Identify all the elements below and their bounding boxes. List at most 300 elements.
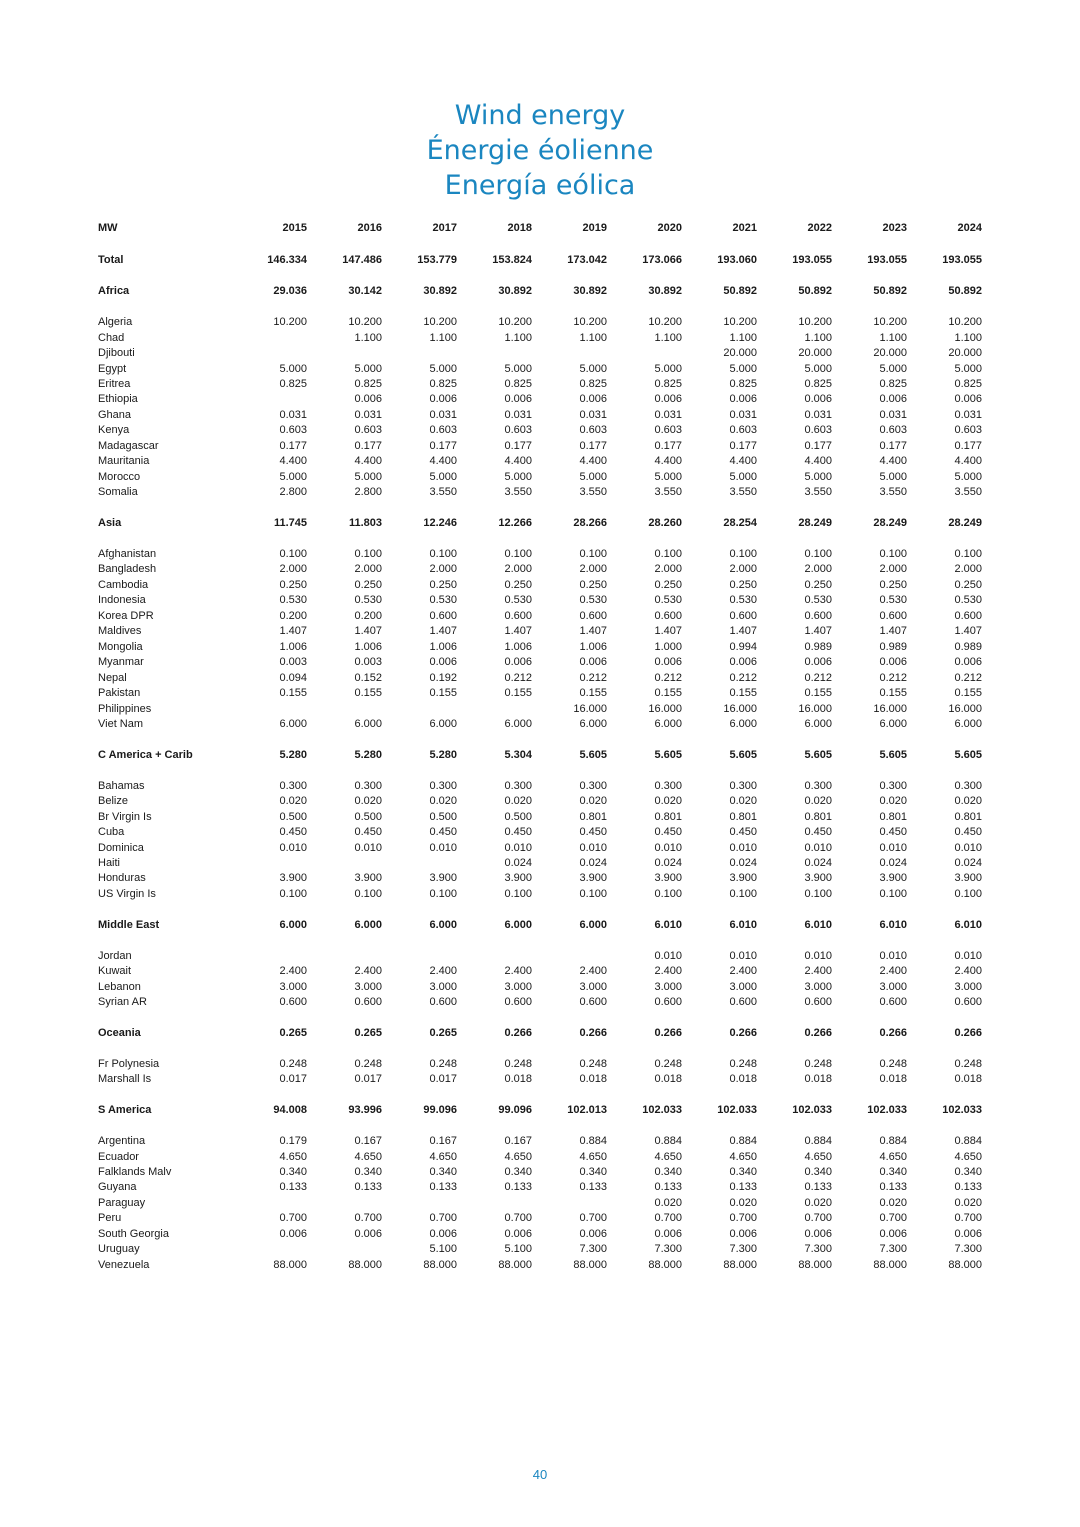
table-row	[98, 1150, 982, 1165]
value-cell: 2.400	[504, 965, 532, 978]
row-label: Mauritania	[98, 455, 150, 468]
value-cell: 0.300	[429, 779, 457, 792]
value-cell: 7.300	[729, 1243, 757, 1256]
value-cell: 0.020	[354, 795, 382, 808]
value-cell: 0.340	[279, 1165, 307, 1178]
value-cell: 1.100	[654, 331, 682, 344]
value-cell: 0.177	[354, 439, 382, 452]
value-cell: 7.300	[579, 1243, 607, 1256]
value-cell: 0.006	[504, 1227, 532, 1240]
value-cell	[307, 856, 382, 871]
table-row	[98, 1072, 982, 1087]
value-cell: 20.000	[948, 347, 982, 360]
row-label: Egypt	[98, 362, 127, 375]
value-cell: 0.603	[354, 424, 382, 437]
table-row	[98, 609, 982, 624]
value-cell: 2.000	[879, 563, 907, 576]
table-row	[98, 949, 982, 964]
spacer-cell	[98, 933, 982, 948]
spacer-cell	[98, 1011, 982, 1026]
value-cell: 102.033	[642, 1104, 682, 1117]
value-cell: 0.155	[579, 687, 607, 700]
spacer-cell	[98, 1088, 982, 1103]
value-cell: 0.006	[879, 656, 907, 669]
value-cell: 3.000	[354, 980, 382, 993]
spacer-cell	[98, 238, 982, 253]
value-cell: 0.024	[729, 857, 757, 870]
value-cell: 5.280	[279, 748, 307, 761]
value-cell: 0.500	[279, 810, 307, 823]
value-cell: 0.020	[729, 795, 757, 808]
value-cell: 3.550	[429, 486, 457, 499]
value-cell: 0.133	[354, 1181, 382, 1194]
row-label: Asia	[98, 517, 122, 530]
row-label: Algeria	[98, 316, 133, 329]
value-cell: 1.407	[954, 625, 982, 638]
value-cell: 6.000	[279, 918, 307, 931]
value-cell: 0.212	[954, 671, 982, 684]
table-row	[98, 671, 982, 686]
value-cell: 2.400	[579, 965, 607, 978]
region-row	[98, 918, 982, 933]
value-cell: 10.200	[423, 316, 457, 329]
value-cell: 2.000	[354, 563, 382, 576]
value-cell	[607, 346, 682, 361]
value-cell: 5.280	[354, 748, 382, 761]
spacer-row	[98, 763, 982, 778]
value-cell: 0.700	[879, 1212, 907, 1225]
value-cell: 0.600	[579, 609, 607, 622]
value-cell: 93.996	[348, 1104, 382, 1117]
value-cell: 16.000	[873, 702, 907, 715]
value-cell: 0.017	[429, 1073, 457, 1086]
value-cell: 0.600	[804, 996, 832, 1009]
value-cell: 6.000	[879, 717, 907, 730]
value-cell: 0.530	[729, 594, 757, 607]
value-cell: 0.155	[429, 687, 457, 700]
value-cell: 0.250	[504, 578, 532, 591]
value-cell: 0.177	[279, 439, 307, 452]
value-cell	[307, 1242, 382, 1257]
value-cell: 4.650	[354, 1150, 382, 1163]
value-cell: 5.304	[504, 748, 532, 761]
value-cell: 5.000	[429, 470, 457, 483]
value-cell: 10.200	[873, 316, 907, 329]
row-label: US Virgin Is	[98, 887, 156, 900]
value-cell: 0.340	[654, 1165, 682, 1178]
value-cell: 0.300	[804, 779, 832, 792]
value-cell: 2.000	[579, 563, 607, 576]
value-cell: 0.006	[354, 1227, 382, 1240]
value-cell: 0.300	[729, 779, 757, 792]
value-cell: 0.020	[729, 1196, 757, 1209]
value-cell: 193.055	[867, 254, 907, 267]
value-cell: 0.100	[879, 547, 907, 560]
value-cell	[457, 702, 532, 717]
value-cell: 0.700	[279, 1212, 307, 1225]
table-row	[98, 640, 982, 655]
value-cell: 0.248	[579, 1057, 607, 1070]
value-cell: 0.100	[654, 887, 682, 900]
value-cell: 28.254	[723, 517, 757, 530]
value-cell: 0.100	[279, 887, 307, 900]
value-cell: 0.450	[654, 826, 682, 839]
value-cell: 3.000	[804, 980, 832, 993]
value-cell: 0.018	[804, 1073, 832, 1086]
spacer-row	[98, 902, 982, 917]
value-cell: 0.010	[279, 841, 307, 854]
value-cell: 0.100	[729, 547, 757, 560]
value-cell	[232, 949, 307, 964]
value-cell: 0.248	[804, 1057, 832, 1070]
table-row	[98, 593, 982, 608]
value-cell: 3.900	[354, 872, 382, 885]
value-cell: 193.055	[792, 254, 832, 267]
value-cell	[232, 702, 307, 717]
row-label: Viet Nam	[98, 717, 144, 730]
value-cell: 0.300	[879, 779, 907, 792]
row-label: Korea DPR	[98, 609, 154, 622]
value-cell: 3.550	[654, 486, 682, 499]
value-cell: 20.000	[798, 347, 832, 360]
value-cell: 88.000	[573, 1258, 607, 1271]
value-cell: 0.177	[654, 439, 682, 452]
value-cell: 5.000	[279, 470, 307, 483]
value-cell: 0.031	[729, 408, 757, 421]
value-cell: 0.018	[579, 1073, 607, 1086]
value-cell: 0.200	[279, 609, 307, 622]
value-cell: 102.033	[942, 1104, 982, 1117]
value-cell: 2.400	[954, 965, 982, 978]
value-cell: 2.800	[354, 486, 382, 499]
value-cell: 1.407	[579, 625, 607, 638]
value-cell: 0.018	[879, 1073, 907, 1086]
table-row	[98, 794, 982, 809]
value-cell: 0.600	[504, 996, 532, 1009]
value-cell: 0.155	[954, 687, 982, 700]
value-cell: 0.250	[429, 578, 457, 591]
value-cell: 30.142	[348, 285, 382, 298]
year-header: 2024	[957, 222, 982, 234]
value-cell: 0.250	[729, 578, 757, 591]
value-cell: 102.033	[792, 1104, 832, 1117]
value-cell: 6.000	[504, 918, 532, 931]
row-label: Dominica	[98, 841, 144, 854]
value-cell: 10.200	[798, 316, 832, 329]
value-cell: 3.900	[654, 872, 682, 885]
value-cell: 0.006	[729, 393, 757, 406]
value-cell: 0.300	[954, 779, 982, 792]
value-cell: 0.250	[579, 578, 607, 591]
value-cell: 0.100	[504, 547, 532, 560]
value-cell: 1.407	[504, 625, 532, 638]
region-row	[98, 1103, 982, 1118]
value-cell: 10.200	[348, 316, 382, 329]
value-cell: 5.000	[279, 362, 307, 375]
value-cell: 0.020	[654, 1196, 682, 1209]
value-cell: 30.892	[423, 285, 457, 298]
value-cell: 5.100	[429, 1243, 457, 1256]
row-label: Morocco	[98, 470, 141, 483]
value-cell: 0.248	[279, 1057, 307, 1070]
value-cell: 0.600	[354, 996, 382, 1009]
table-row	[98, 1196, 982, 1211]
value-cell: 0.020	[879, 1196, 907, 1209]
value-cell: 0.094	[279, 671, 307, 684]
value-cell: 0.450	[354, 826, 382, 839]
value-cell: 0.133	[729, 1181, 757, 1194]
value-cell: 6.000	[504, 717, 532, 730]
value-cell: 6.000	[429, 717, 457, 730]
value-cell: 3.550	[504, 486, 532, 499]
title-spanish: Energía eólica	[444, 170, 636, 201]
value-cell	[307, 702, 382, 717]
row-label: Falklands Malv	[98, 1165, 172, 1178]
value-cell: 0.017	[354, 1073, 382, 1086]
value-cell: 0.133	[579, 1181, 607, 1194]
value-cell: 6.010	[729, 918, 757, 931]
value-cell: 1.407	[429, 625, 457, 638]
value-cell: 0.825	[804, 378, 832, 391]
value-cell: 0.006	[729, 1227, 757, 1240]
value-cell: 0.024	[954, 857, 982, 870]
table-row	[98, 995, 982, 1010]
spacer-row	[98, 1041, 982, 1056]
value-cell: 0.450	[879, 826, 907, 839]
value-cell	[232, 331, 307, 346]
value-cell: 173.042	[567, 254, 607, 267]
value-cell: 0.825	[279, 378, 307, 391]
value-cell: 0.450	[279, 826, 307, 839]
value-cell: 0.006	[654, 656, 682, 669]
table-row	[98, 362, 982, 377]
value-cell: 0.801	[804, 810, 832, 823]
value-cell: 0.500	[504, 810, 532, 823]
value-cell: 0.600	[954, 996, 982, 1009]
value-cell: 30.892	[573, 285, 607, 298]
spacer-cell	[98, 1119, 982, 1134]
row-label: Nepal	[98, 671, 127, 684]
value-cell: 0.825	[504, 378, 532, 391]
value-cell: 1.407	[879, 625, 907, 638]
value-cell: 0.155	[804, 687, 832, 700]
value-cell: 0.801	[954, 810, 982, 823]
value-cell: 5.000	[654, 362, 682, 375]
value-cell: 5.000	[804, 362, 832, 375]
value-cell: 0.825	[579, 378, 607, 391]
value-cell: 5.605	[954, 748, 982, 761]
value-cell: 4.650	[729, 1150, 757, 1163]
value-cell: 0.603	[429, 424, 457, 437]
row-label: Madagascar	[98, 439, 159, 452]
spacer-cell	[98, 269, 982, 284]
value-cell: 29.036	[273, 285, 307, 298]
value-cell: 0.006	[429, 1227, 457, 1240]
value-cell: 0.530	[879, 594, 907, 607]
value-cell: 0.006	[954, 393, 982, 406]
table-row	[98, 547, 982, 562]
value-cell: 3.900	[729, 872, 757, 885]
table-header-row	[98, 218, 982, 238]
year-header: 2018	[507, 222, 532, 234]
value-cell: 0.603	[879, 424, 907, 437]
value-cell: 1.407	[804, 625, 832, 638]
value-cell: 10.200	[723, 316, 757, 329]
value-cell: 3.900	[579, 872, 607, 885]
value-cell	[232, 392, 307, 407]
value-cell: 6.000	[654, 717, 682, 730]
value-cell: 5.000	[579, 362, 607, 375]
value-cell: 10.200	[273, 316, 307, 329]
title-french: Énergie éolienne	[426, 135, 654, 166]
table-row	[98, 1227, 982, 1242]
value-cell: 102.013	[567, 1104, 607, 1117]
value-cell: 0.600	[279, 996, 307, 1009]
value-cell: 1.006	[429, 640, 457, 653]
value-cell: 0.006	[504, 656, 532, 669]
value-cell: 5.000	[354, 362, 382, 375]
value-cell: 4.400	[954, 455, 982, 468]
value-cell: 0.100	[729, 887, 757, 900]
value-cell: 0.248	[429, 1057, 457, 1070]
value-cell: 10.200	[573, 316, 607, 329]
table-row	[98, 624, 982, 639]
value-cell: 0.340	[729, 1165, 757, 1178]
value-cell: 16.000	[648, 702, 682, 715]
value-cell: 0.250	[879, 578, 907, 591]
row-label: Eritrea	[98, 378, 131, 391]
row-label: Chad	[98, 331, 125, 344]
row-label: Argentina	[98, 1135, 146, 1148]
value-cell: 0.825	[354, 378, 382, 391]
value-cell: 3.000	[954, 980, 982, 993]
value-cell: 3.000	[279, 980, 307, 993]
value-cell: 0.006	[954, 1227, 982, 1240]
value-cell: 153.824	[492, 254, 532, 267]
spacer-row	[98, 1088, 982, 1103]
value-cell: 0.212	[504, 671, 532, 684]
value-cell: 12.266	[498, 517, 532, 530]
row-label: Bahamas	[98, 779, 145, 792]
value-cell: 0.884	[804, 1135, 832, 1148]
table-row	[98, 871, 982, 886]
table-row	[98, 1165, 982, 1180]
value-cell: 0.212	[654, 671, 682, 684]
value-cell: 0.600	[654, 609, 682, 622]
value-cell: 0.020	[804, 795, 832, 808]
value-cell: 0.266	[954, 1026, 982, 1039]
row-label: Paraguay	[98, 1196, 146, 1209]
value-cell: 5.000	[354, 470, 382, 483]
value-cell: 0.133	[279, 1181, 307, 1194]
value-cell: 5.000	[504, 362, 532, 375]
value-cell: 0.300	[504, 779, 532, 792]
value-cell: 0.250	[654, 578, 682, 591]
value-cell: 0.825	[879, 378, 907, 391]
value-cell: 0.155	[504, 687, 532, 700]
value-cell: 0.024	[804, 857, 832, 870]
value-cell: 0.177	[729, 439, 757, 452]
value-cell: 50.892	[723, 285, 757, 298]
value-cell: 1.006	[504, 640, 532, 653]
region-row	[98, 284, 982, 299]
table-row	[98, 1242, 982, 1257]
value-cell: 88.000	[798, 1258, 832, 1271]
value-cell: 88.000	[948, 1258, 982, 1271]
value-cell: 10.200	[948, 316, 982, 329]
table-row	[98, 964, 982, 979]
row-label: Marshall Is	[98, 1073, 152, 1086]
value-cell	[457, 1196, 532, 1211]
spacer-row	[98, 300, 982, 315]
value-cell: 0.603	[579, 424, 607, 437]
value-cell: 2.000	[654, 563, 682, 576]
value-cell: 6.000	[579, 717, 607, 730]
value-cell: 0.450	[579, 826, 607, 839]
value-cell: 0.167	[429, 1135, 457, 1148]
value-cell: 0.031	[804, 408, 832, 421]
value-cell: 0.530	[354, 594, 382, 607]
table-row	[98, 717, 982, 732]
value-cell: 0.010	[429, 841, 457, 854]
value-cell: 0.020	[429, 795, 457, 808]
value-cell: 10.200	[498, 316, 532, 329]
value-cell: 0.300	[654, 779, 682, 792]
value-cell: 0.006	[879, 393, 907, 406]
value-cell: 4.650	[429, 1150, 457, 1163]
value-cell: 0.167	[504, 1135, 532, 1148]
row-label: Cuba	[98, 826, 125, 839]
value-cell: 0.100	[954, 547, 982, 560]
value-cell: 5.000	[579, 470, 607, 483]
spacer-row	[98, 501, 982, 516]
row-label: Kenya	[98, 424, 130, 437]
value-cell: 0.152	[354, 671, 382, 684]
table-row	[98, 980, 982, 995]
value-cell: 0.266	[579, 1026, 607, 1039]
value-cell: 0.600	[579, 996, 607, 1009]
value-cell: 6.010	[804, 918, 832, 931]
value-cell: 20.000	[723, 347, 757, 360]
value-cell: 0.700	[579, 1212, 607, 1225]
value-cell: 0.031	[354, 408, 382, 421]
year-header: 2020	[657, 222, 682, 234]
value-cell: 1.100	[429, 331, 457, 344]
value-cell: 0.994	[729, 640, 757, 653]
value-cell: 3.000	[504, 980, 532, 993]
value-cell: 4.650	[804, 1150, 832, 1163]
table-row	[98, 686, 982, 701]
value-cell: 88.000	[648, 1258, 682, 1271]
value-cell: 0.133	[954, 1181, 982, 1194]
value-cell: 0.801	[879, 810, 907, 823]
value-cell: 0.010	[579, 841, 607, 854]
value-cell: 0.700	[654, 1212, 682, 1225]
region-row	[98, 1026, 982, 1041]
spacer-row	[98, 732, 982, 747]
table-row	[98, 346, 982, 361]
value-cell: 0.530	[954, 594, 982, 607]
value-cell: 3.900	[954, 872, 982, 885]
value-cell: 0.100	[954, 887, 982, 900]
value-cell: 0.006	[429, 656, 457, 669]
value-cell: 0.006	[879, 1227, 907, 1240]
table-row	[98, 825, 982, 840]
value-cell: 5.000	[654, 470, 682, 483]
table-row	[98, 1258, 982, 1273]
value-cell: 1.407	[654, 625, 682, 638]
year-header: 2015	[282, 222, 307, 234]
